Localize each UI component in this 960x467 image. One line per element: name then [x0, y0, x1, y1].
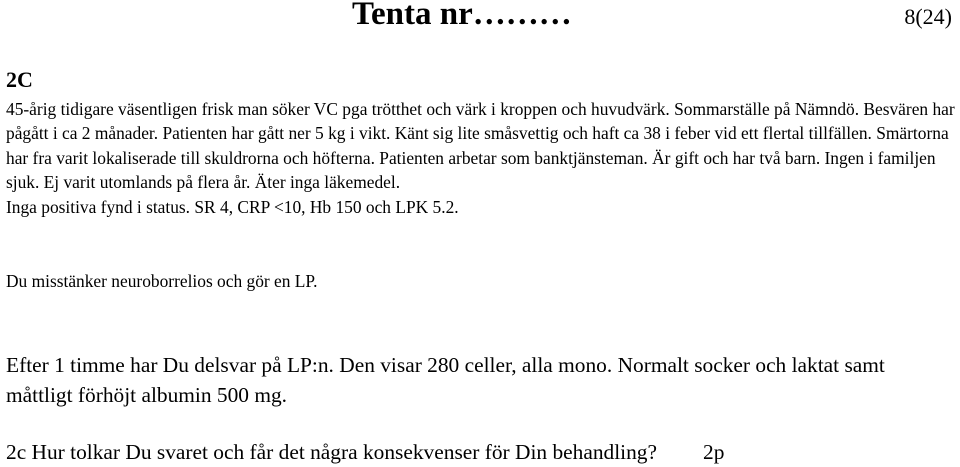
question	[6, 437, 724, 467]
status-line: Inga positiva fynd i status. SR 4, CRP <10, Hb 150 och LPK 5.2.	[6, 196, 459, 217]
case-paragraph: 45-årig tidigare väsentligen frisk man söker VC pga trötthet och värk i kroppen och huvudvärk. Sommarställe på Nämndö. Besvären har pågått i ca 2 månader. Patienten har gått ner 5 kg i vikt. Känt sig lite småsvettig och haft ca 38 i feber vid ett flertal tillfällen. Smärtorna har fra varit lokaliserade till skuldrorna och höfterna. Patienten arbetar som banktjänsteman. Är gift och har två barn. Ingen i familjen sjuk. Ej varit utomlands på flera år. Äter inga läkemedel.	[6, 99, 955, 193]
question-text: 2c Hur tolkar Du svaret och får det några konsekvenser för Din behandling?	[6, 440, 657, 464]
suspicion-line: Du misstänker neuroborrelios och gör en LP.	[6, 271, 318, 291]
question-points: 2p	[703, 440, 725, 464]
exam-title: Tenta nr………	[352, 0, 572, 32]
case-id: 2C	[6, 67, 33, 92]
case-description	[6, 97, 956, 219]
lp-result: Efter 1 timme har Du delsvar på LP:n. Den visar 280 celler, alla mono. Normalt socker och laktat samt måttligt förhöjt albumin 500 mg.	[6, 353, 885, 407]
page-number: 8(24)	[904, 4, 952, 29]
